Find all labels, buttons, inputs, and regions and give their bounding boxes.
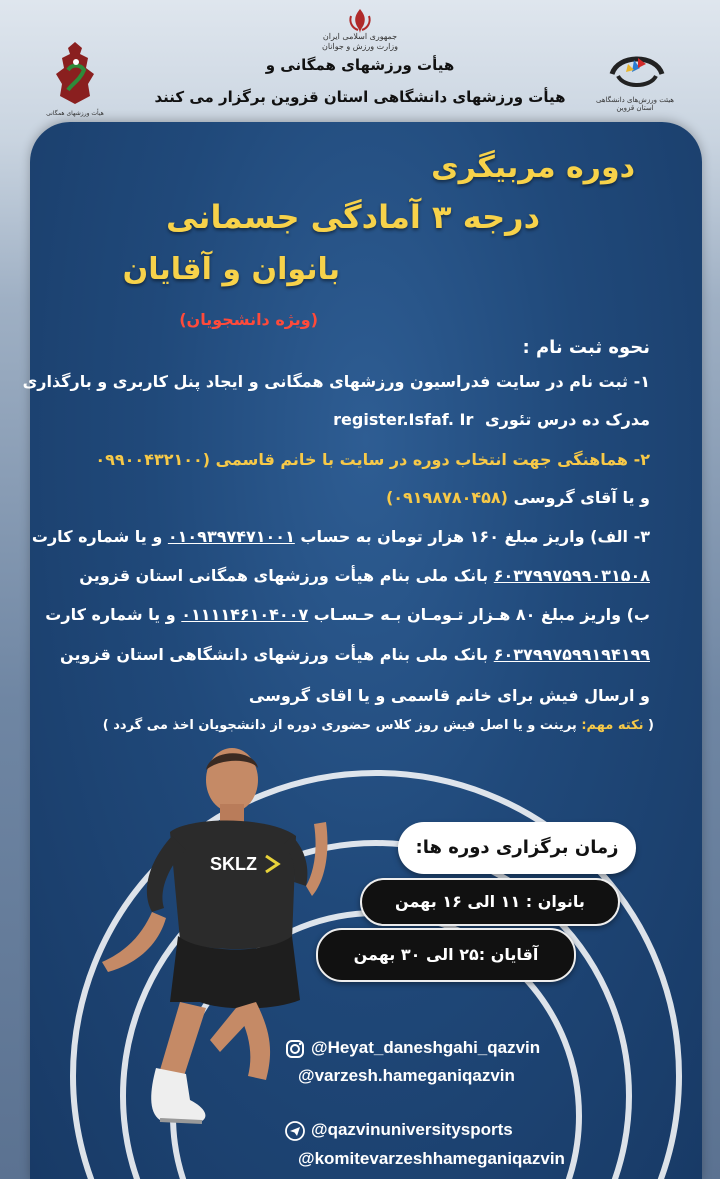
title-course: دوره مربیگری bbox=[431, 150, 635, 185]
phone-garousi: (۰۹۱۹۸۷۸۰۴۵۸) bbox=[385, 488, 508, 507]
note-open-paren: ( bbox=[648, 718, 654, 733]
telegram-handle-public[interactable]: @komitevarzeshhameganiqazvin bbox=[298, 1149, 565, 1168]
step2-text-b: و یا آقای گروسی bbox=[513, 488, 650, 507]
step4-line: و ارسال فیش برای خانم قاسمی و یا اقای گروسی bbox=[248, 686, 650, 705]
athlete-image bbox=[60, 740, 360, 1179]
telegram-handle-university[interactable] bbox=[285, 1120, 513, 1141]
organizer-line2: هیأت ورزشهای دانشگاهی استان قزوین برگزار می کنند bbox=[154, 88, 566, 106]
schedule-women: بانوان : ۱۱ الی ۱۶ بهمن bbox=[360, 878, 620, 926]
note-label: نکته مهم: bbox=[581, 718, 644, 733]
note-text: پرینت و یا اصل فیش روز کلاس حضوری دوره از دانشجویان اخذ می گردد ) bbox=[102, 718, 577, 733]
organizer-line1: هیأت ورزشهای همگانی و bbox=[265, 56, 455, 74]
ministry-line1: جمهوری اسلامی ایران bbox=[322, 32, 398, 41]
card-university: ۶۰۳۷۹۹۷۵۹۹۱۹۴۱۹۹ bbox=[493, 645, 650, 664]
instagram-handle-university-text: @Heyat_daneshgahi_qazvin bbox=[311, 1038, 541, 1057]
card-public: ۶۰۳۷۹۹۷۵۹۹۰۳۱۵۰۸ bbox=[493, 566, 650, 585]
instagram-handle-public[interactable]: @varzesh.hameganiqazvin bbox=[298, 1066, 515, 1085]
bank-university: بانک ملی بنام هیأت ورزشهای دانشگاهی استان قزوین bbox=[60, 645, 489, 664]
step3a-post: و یا شماره کارت bbox=[31, 527, 163, 546]
telegram-icon bbox=[285, 1121, 305, 1141]
step3a-pre: ۳- الف) واریز مبلغ ۱۶۰ هزار تومان به حساب bbox=[300, 527, 650, 546]
account-university: ۰۱۱۱۱۴۶۱۰۴۰۰۷ bbox=[181, 605, 309, 624]
instagram-icon bbox=[285, 1039, 305, 1059]
bank-public: بانک ملی بنام هیأت ورزشهای همگانی استان قزوین bbox=[79, 566, 489, 585]
instagram-handle-university[interactable] bbox=[285, 1038, 540, 1059]
title-gender: بانوان و آقایان bbox=[122, 252, 340, 287]
step1-text: مدرک ده درس تئوری bbox=[484, 410, 650, 429]
phone-ghasemi: (۰۹۹۰۰۴۳۲۱۰۰ bbox=[95, 450, 211, 469]
public-sports-logo-icon bbox=[50, 40, 100, 110]
step2-line1 bbox=[95, 450, 650, 469]
step3a-line2 bbox=[79, 566, 650, 585]
register-site-link[interactable]: register.Isfaf. Ir bbox=[333, 410, 474, 429]
step1-line2 bbox=[333, 410, 650, 429]
step1-line1: ۱- ثبت نام در سایت فدراسیون ورزشهای همگانی و ایجاد پنل کاربری و بارگذاری bbox=[22, 372, 650, 391]
step3b-line2 bbox=[60, 645, 650, 664]
telegram-handle-university-text: @qazvinuniversitysports bbox=[311, 1120, 513, 1139]
left-logo-caption: هیأت ورزشهای همگانی bbox=[46, 110, 104, 117]
schedule-men: آقایان :۲۵ الی ۳۰ بهمن bbox=[316, 928, 576, 982]
registration-heading: نحوه ثبت نام : bbox=[522, 337, 650, 358]
important-note bbox=[103, 718, 654, 733]
step3a-line1 bbox=[32, 527, 650, 546]
step3b-line1 bbox=[45, 605, 650, 624]
ministry-line2: وزارت ورزش و جوانان bbox=[321, 42, 399, 51]
shirt-brand: SKLZ bbox=[210, 854, 257, 874]
step3b-pre: ب) واریز مبلغ ۸۰ هـزار تـومـان بـه حـسـاب bbox=[313, 605, 650, 624]
right-logo-caption: هیئت ورزش‌های دانشگاهی استان قزوین bbox=[595, 96, 674, 112]
step3b-post: و یا شماره کارت bbox=[45, 605, 176, 624]
title-level: درجه ۳ آمادگی جسمانی bbox=[166, 198, 540, 236]
step2-line2 bbox=[386, 488, 650, 507]
step2-text: ۲- هماهنگی جهت انتخاب دوره در سایت با خانم قاسمی bbox=[215, 450, 650, 469]
schedule-title: زمان برگزاری دوره ها: bbox=[398, 822, 636, 874]
university-sports-logo-icon bbox=[608, 48, 666, 94]
title-students-only: (ویژه دانشجویان) bbox=[179, 310, 318, 329]
account-public: ۰۱۰۹۳۹۷۴۷۱۰۰۱ bbox=[167, 527, 295, 546]
